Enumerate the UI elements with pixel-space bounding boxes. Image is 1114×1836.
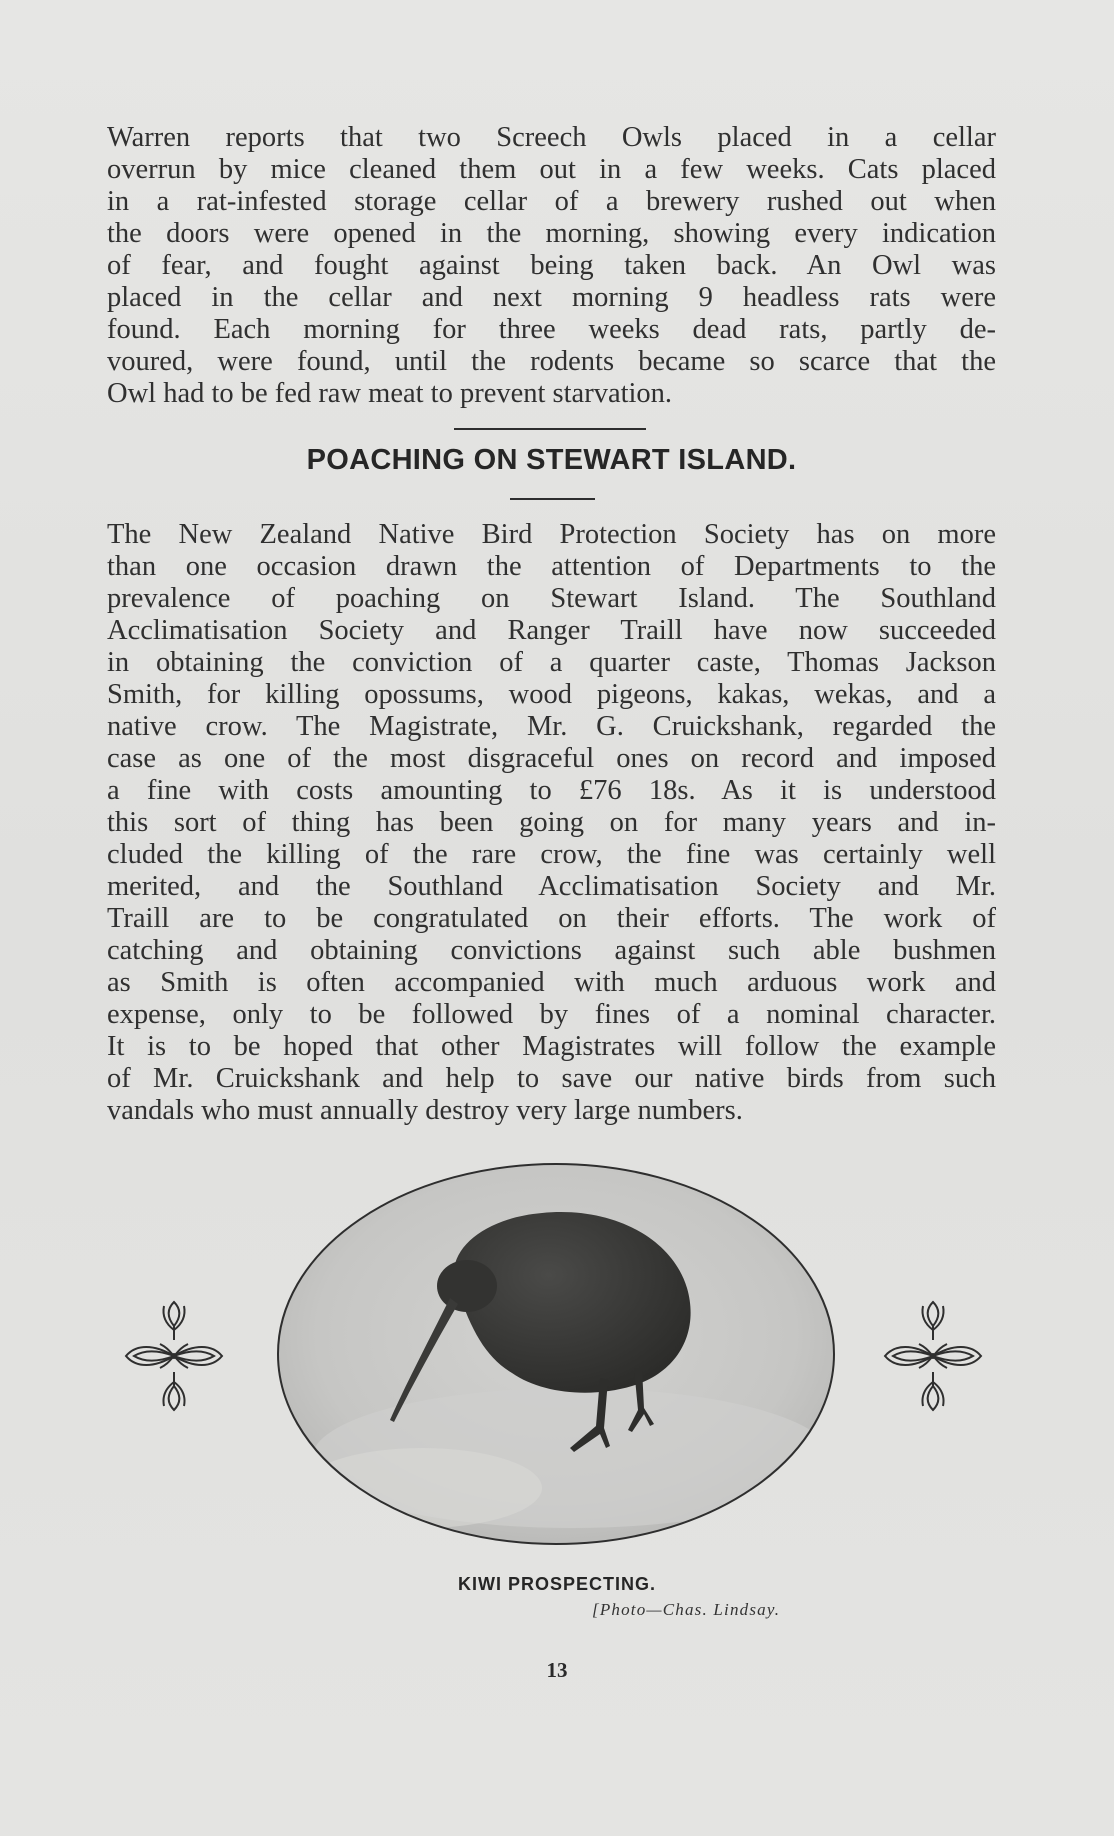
- text-line: The New Zealand Native Bird Protection Society has on more: [107, 519, 996, 550]
- section-rule-top: [454, 428, 646, 430]
- text-line: Warren reports that two Screech Owls placed in a cellar: [107, 122, 996, 153]
- section-heading: POACHING ON STEWART ISLAND.: [306, 444, 797, 476]
- text-line: prevalence of poaching on Stewart Island. The Southland: [107, 583, 996, 614]
- fleuron-ornament-right: [883, 1300, 983, 1412]
- text-line: placed in the cellar and next morning 9 headless rats were: [107, 282, 996, 313]
- text-line: merited, and the Southland Acclimatisation Society and Mr.: [107, 871, 996, 902]
- paragraph-poaching: [107, 519, 996, 1127]
- text-line: expense, only to be followed by fines of a nominal character.: [107, 999, 996, 1030]
- paragraph-owls: [107, 122, 996, 410]
- figure-caption: KIWI PROSPECTING.: [457, 1574, 656, 1594]
- text-line: native crow. The Magistrate, Mr. G. Cruickshank, regarded the: [107, 711, 996, 742]
- text-line: vandals who must annually destroy very large numbers.: [107, 1095, 743, 1126]
- text-line: the doors were opened in the morning, showing every indication: [107, 218, 996, 249]
- text-line: cluded the killing of the rare crow, the fine was certainly well: [107, 839, 996, 870]
- text-line: of Mr. Cruickshank and help to save our native birds from such: [107, 1063, 996, 1094]
- page-number: 13: [546, 1658, 568, 1682]
- text-line: of fear, and fought against being taken back. An Owl was: [107, 250, 996, 281]
- text-line: catching and obtaining convictions against such able bushmen: [107, 935, 996, 966]
- text-line: It is to be hoped that other Magistrates will follow the example: [107, 1031, 996, 1062]
- text-line: voured, were found, until the rodents became so scarce that the: [107, 346, 996, 377]
- text-line: this sort of thing has been going on for many years and in-: [107, 807, 996, 838]
- text-line: than one occasion drawn the attention of Departments to the: [107, 551, 996, 582]
- text-line: case as one of the most disgraceful ones on record and imposed: [107, 743, 996, 774]
- text-line: in obtaining the conviction of a quarter caste, Thomas Jackson: [107, 647, 996, 678]
- text-line: a fine with costs amounting to £76 18s. As it is understood: [107, 775, 996, 806]
- text-line: Smith, for killing opossums, wood pigeons, kakas, wekas, and a: [107, 679, 996, 710]
- kiwi-photograph: [272, 1158, 840, 1550]
- text-line: in a rat-infested storage cellar of a brewery rushed out when: [107, 186, 996, 217]
- photo-credit: [Photo—Chas. Lindsay.: [592, 1600, 781, 1619]
- text-line: Traill are to be congratulated on their efforts. The work of: [107, 903, 996, 934]
- text-line: found. Each morning for three weeks dead rats, partly de-: [107, 314, 996, 345]
- text-line: as Smith is often accompanied with much arduous work and: [107, 967, 996, 998]
- section-rule-bottom: [510, 498, 595, 500]
- text-line: Acclimatisation Society and Ranger Traill have now succeeded: [107, 615, 996, 646]
- text-line: Owl had to be fed raw meat to prevent starvation.: [107, 378, 673, 409]
- fleuron-ornament-left: [124, 1300, 224, 1412]
- text-line: overrun by mice cleaned them out in a few weeks. Cats placed: [107, 154, 996, 185]
